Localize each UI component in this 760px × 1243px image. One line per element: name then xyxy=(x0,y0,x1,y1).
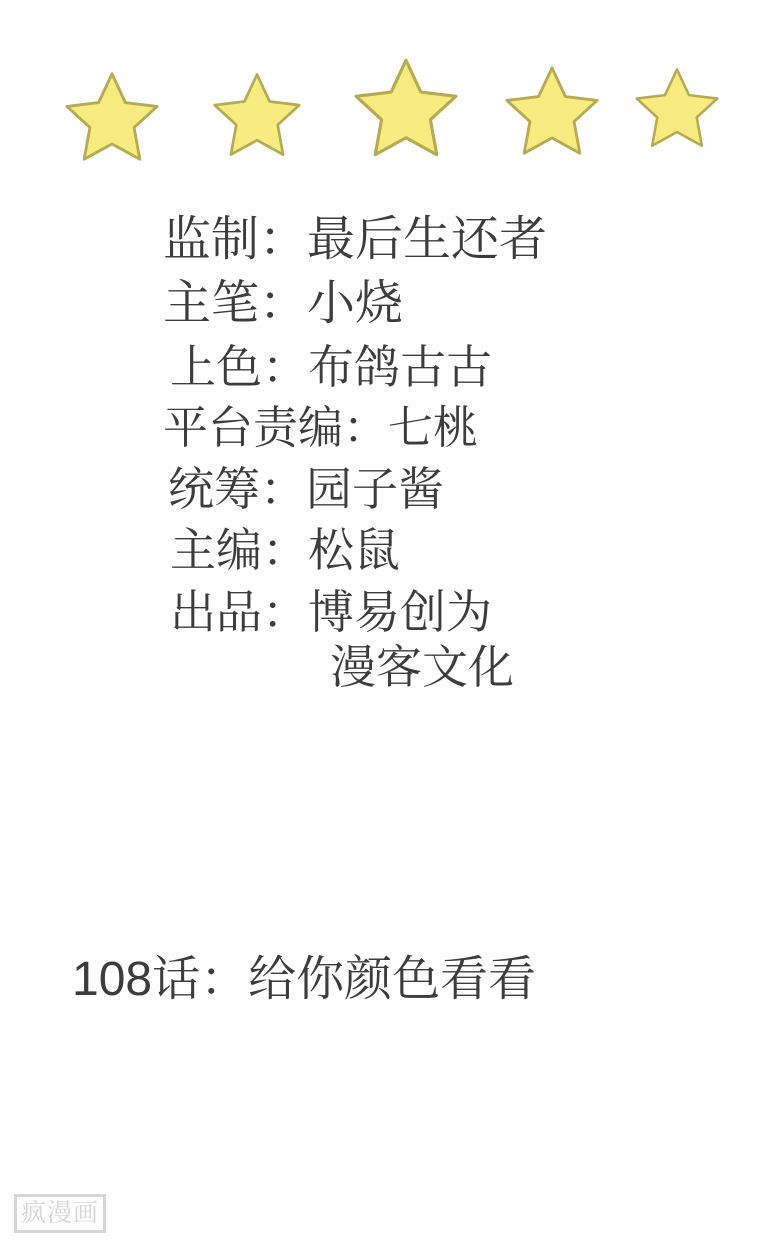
credit-line xyxy=(0,637,760,699)
watermark-label: 疯漫画 xyxy=(14,1194,106,1233)
credit-value: 园子酱 xyxy=(306,462,444,515)
credit-label: 统筹： xyxy=(168,462,306,515)
credit-value: 布鸽古古 xyxy=(308,340,492,393)
credit-line xyxy=(0,582,760,644)
credits-block xyxy=(0,208,760,699)
credit-line xyxy=(0,398,760,458)
credit-line xyxy=(0,208,760,272)
star-icon xyxy=(352,56,460,160)
credit-line xyxy=(0,459,760,521)
credit-value: 小烧 xyxy=(307,277,404,331)
credit-label: 主编： xyxy=(170,524,308,577)
credit-label: 出品： xyxy=(170,585,308,638)
credit-label: 上色： xyxy=(170,340,308,393)
star-icon xyxy=(64,70,160,164)
credit-line xyxy=(0,337,760,399)
watermark xyxy=(14,1194,106,1233)
credit-label: 主笔： xyxy=(163,277,308,331)
credit-value: 博易创为 xyxy=(308,585,492,638)
credit-line xyxy=(0,272,760,336)
credit-label: 监制： xyxy=(163,213,308,266)
credit-value: 漫客文化 xyxy=(330,641,514,694)
star-row xyxy=(0,34,760,154)
credit-label: 平台责编： xyxy=(163,402,389,454)
star-icon xyxy=(634,66,720,150)
credit-value: 七桃 xyxy=(388,402,479,454)
star-icon xyxy=(504,64,600,158)
credit-value: 松鼠 xyxy=(308,524,400,577)
chapter-title: 108话：给你颜色看看 xyxy=(72,953,537,1006)
star-icon xyxy=(212,70,302,160)
credit-value: 最后生还者 xyxy=(307,213,548,266)
credit-line xyxy=(0,520,760,582)
